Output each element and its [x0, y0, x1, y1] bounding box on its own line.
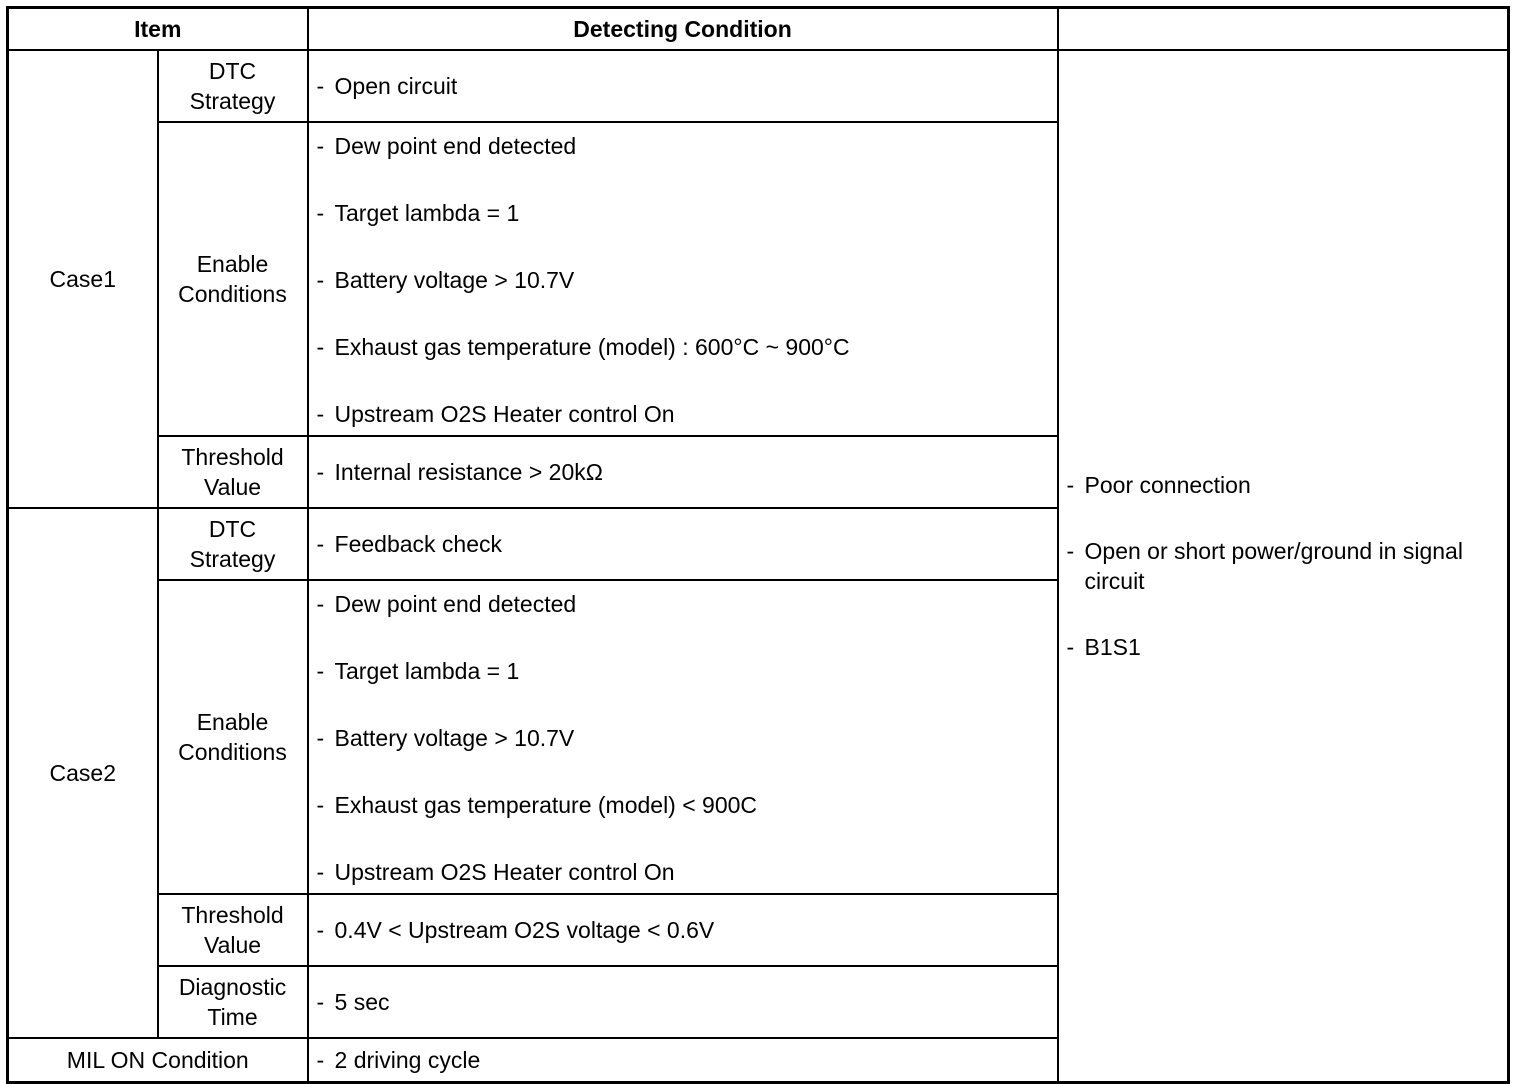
bullet-dash: -: [316, 1046, 325, 1073]
label-line: Enable: [196, 709, 269, 735]
bullet-item: [317, 71, 1051, 101]
case1-label: Case1: [8, 50, 158, 508]
label-line: DTC: [208, 516, 257, 542]
bullet-text: 2 driving cycle: [334, 1046, 481, 1073]
bullet-dash: -: [316, 200, 325, 226]
bullet-text: Exhaust gas temperature (model) : 600°C ~ 900°C: [334, 334, 850, 360]
mil-on-condition-value: [308, 1038, 1058, 1082]
label-line: Threshold: [181, 444, 284, 470]
bullet-text: Upstream O2S Heater control On: [334, 401, 675, 427]
bullet-dash: -: [316, 133, 325, 159]
table-header-row: [8, 8, 1509, 51]
bullet-dash: -: [316, 531, 325, 557]
bullet-item: [317, 589, 1051, 619]
bullet-text: Internal resistance > 20kΩ: [334, 459, 603, 485]
bullet-dash: -: [316, 725, 325, 751]
bullet-list: [317, 581, 1051, 893]
label-line: Diagnostic: [178, 974, 287, 1000]
header-item: Item: [8, 8, 308, 51]
cause-item: [1067, 470, 1500, 500]
case2-diagnostic-time-label: [158, 966, 308, 1038]
bullet-dash: -: [316, 989, 325, 1015]
bullet-item: [317, 529, 1051, 559]
bullet-item: [317, 457, 1051, 487]
bullet-text: Exhaust gas temperature (model) < 900C: [334, 792, 758, 818]
bullet-item: [317, 723, 1051, 753]
dtc-condition-table: [6, 6, 1510, 1084]
bullet-text: Target lambda = 1: [334, 200, 520, 226]
bullet-text: Upstream O2S Heater control On: [334, 859, 675, 885]
bullet-item: [317, 915, 1051, 945]
bullet-dash: -: [316, 459, 325, 485]
bullet-item: [317, 790, 1051, 820]
cause-text: Open or short power/ground in signal circuit: [1084, 537, 1463, 594]
bullet-item: [317, 987, 1051, 1017]
header-detecting-condition: Detecting Condition: [308, 8, 1058, 51]
bullet-item: [317, 265, 1051, 295]
bullet-dash: -: [1066, 537, 1075, 564]
bullet-dash: -: [316, 267, 325, 293]
bullet-item: [317, 857, 1051, 887]
case2-dtc-strategy-label: [158, 508, 308, 580]
cause-item: [1067, 536, 1500, 596]
bullet-text: Target lambda = 1: [334, 658, 520, 684]
label-line: Conditions: [178, 739, 287, 765]
bullet-text: Battery voltage > 10.7V: [334, 267, 575, 293]
bullet-item: [317, 198, 1051, 228]
case1-threshold-label: [158, 436, 308, 508]
bullet-dash: -: [316, 401, 325, 427]
bullet-list: [317, 123, 1051, 435]
label-line: Time: [207, 1004, 258, 1030]
bullet-dash: -: [316, 73, 325, 99]
case1-dtc-strategy-label: [158, 50, 308, 122]
header-possible-cause: [1058, 8, 1509, 51]
cause-text: Poor connection: [1084, 471, 1251, 498]
case2-dtc-strategy-value: [308, 508, 1058, 580]
bullet-dash: -: [316, 792, 325, 818]
label-line: Threshold: [181, 902, 284, 928]
bullet-dash: -: [316, 334, 325, 360]
bullet-text: Feedback check: [334, 531, 502, 557]
bullet-text: 5 sec: [334, 989, 390, 1015]
case2-enable-conditions-label: [158, 580, 308, 894]
bullet-text: Dew point end detected: [334, 591, 577, 617]
bullet-text: Battery voltage > 10.7V: [334, 725, 575, 751]
label-line: Value: [203, 474, 262, 500]
case2-threshold-value: [308, 894, 1058, 966]
case1-enable-conditions-label: [158, 122, 308, 436]
label-line: Strategy: [189, 546, 276, 572]
bullet-item: [317, 131, 1051, 161]
label-line: DTC: [208, 58, 257, 84]
label-line: Enable: [196, 251, 269, 277]
bullet-item: [317, 332, 1051, 362]
label-line: Value: [203, 932, 262, 958]
case2-threshold-label: [158, 894, 308, 966]
bullet-text: 0.4V < Upstream O2S voltage < 0.6V: [334, 917, 715, 943]
bullet-item: [317, 656, 1051, 686]
case1-threshold-value: [308, 436, 1058, 508]
bullet-dash: -: [316, 917, 325, 943]
label-line: Strategy: [189, 88, 276, 114]
bullet-item: [317, 1045, 1051, 1075]
case2-enable-conditions-values: [308, 580, 1058, 894]
possible-causes-cell: [1058, 50, 1509, 1082]
bullet-dash: -: [316, 658, 325, 684]
bullet-dash: -: [316, 859, 325, 885]
label-line: Conditions: [178, 281, 287, 307]
cause-text: B1S1: [1084, 633, 1141, 660]
cause-item: [1067, 632, 1500, 662]
bullet-dash: -: [1066, 471, 1075, 498]
bullet-item: [317, 399, 1051, 429]
case1-enable-conditions-values: [308, 122, 1058, 436]
case1-dtc-strategy-value: [308, 50, 1058, 122]
bullet-dash: -: [316, 591, 325, 617]
bullet-dash: -: [1066, 633, 1075, 660]
case2-diagnostic-time-value: [308, 966, 1058, 1038]
table-row: [8, 50, 1509, 122]
mil-on-condition-label: MIL ON Condition: [8, 1038, 308, 1082]
case2-label: Case2: [8, 508, 158, 1038]
possible-causes-list: [1067, 470, 1500, 662]
bullet-text: Open circuit: [334, 73, 458, 99]
bullet-text: Dew point end detected: [334, 133, 577, 159]
